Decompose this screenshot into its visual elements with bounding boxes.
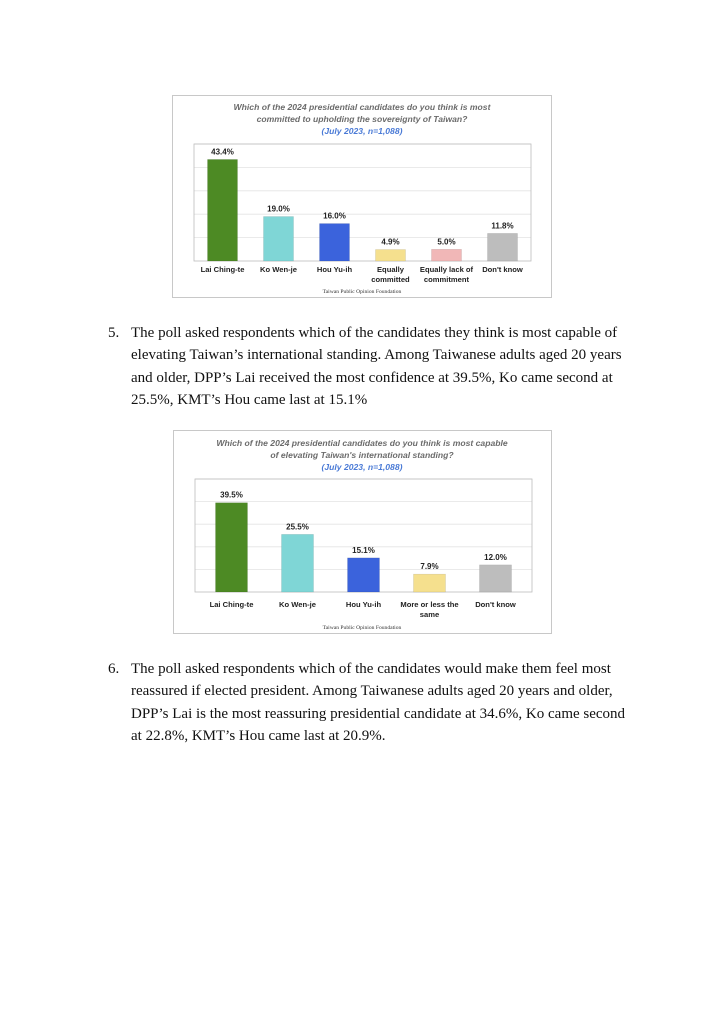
chart-1-frame [172,95,552,298]
data-label: 11.8% [491,221,514,231]
paragraph-5-number: 5. [108,325,120,341]
chart-2-frame [173,430,552,634]
tick-label: Ko Wen-je [260,265,297,274]
data-label: 16.0% [323,211,346,221]
tick-label: Hou Yu-ih [345,600,382,609]
bar [216,503,248,592]
tick-label: Equally lack of commitment [419,265,474,284]
bar [348,558,380,592]
bar [208,159,238,261]
paragraph-6-number: 6. [108,661,120,677]
chart-1-subtitle: (July 2023, n=1,088) [321,126,403,136]
tick-label: Ko Wen-je [279,600,316,609]
paragraph-5 [108,322,628,412]
data-label: 7.9% [420,562,439,572]
data-label: 15.1% [352,545,375,555]
chart-2-title-line1: Which of the 2024 presidential candidates do you think is most capable [216,438,508,448]
tick-label: Lai Ching-te [209,600,254,609]
chart-2-bars [195,479,532,619]
bar [432,249,462,261]
chart-1-title-line2: committed to upholding the sovereignty of Taiwan? [256,114,468,124]
chart-1-source: Taiwan Public Opinion Foundation [322,289,402,295]
bar [414,574,446,592]
data-label: 5.0% [437,237,456,247]
data-label: 4.9% [381,237,400,247]
data-label: 12.0% [484,552,507,562]
bar [488,233,518,261]
plot-area [194,144,531,261]
bar [376,250,406,261]
chart-1-svg [173,96,551,297]
data-label: 19.0% [267,204,290,214]
tick-label: Equally committed [371,265,410,284]
bar [282,534,314,592]
data-label: 43.4% [211,147,234,157]
paragraph-6-text: The poll asked respondents which of the candidates would make them feel most reassured if elected president. Among Taiwanese adults aged 20 years and older, DPP’s Lai is the most reassuring presidential candidate at 34.6%, Ko came second at 22.8%, KMT’s Hou came last at 20.9%. [131,661,626,745]
bar [480,565,512,592]
tick-label: Don't know [482,265,523,274]
data-label: 39.5% [220,490,243,500]
tick-label: Hou Yu-ih [316,265,353,274]
paragraph-5-text: The poll asked respondents which of the candidates they think is most capable of elevating Taiwan’s international standing. Among Taiwanese adults aged 20 years and older, DPP’s Lai received the most confidence at 39.5%, Ko came second at 25.5%, KMT’s Hou came last at 15.1% [131,325,622,409]
bar [320,224,350,261]
chart-1-title-line1: Which of the 2024 presidential candidates do you think is most [233,102,491,112]
bar [264,217,294,261]
paragraph-6 [108,658,628,748]
tick-label: More or less the same [400,600,459,619]
chart-2-svg [174,431,551,633]
chart-2-title-line2: of elevating Taiwan's international standing? [270,450,454,460]
chart-2-source: Taiwan Public Opinion Foundation [322,625,402,631]
tick-label: Lai Ching-te [200,265,245,274]
data-label: 25.5% [286,522,309,532]
tick-label: Don't know [475,600,516,609]
chart-2-subtitle: (July 2023, n=1,088) [321,462,403,472]
chart-1-bars [194,144,531,284]
